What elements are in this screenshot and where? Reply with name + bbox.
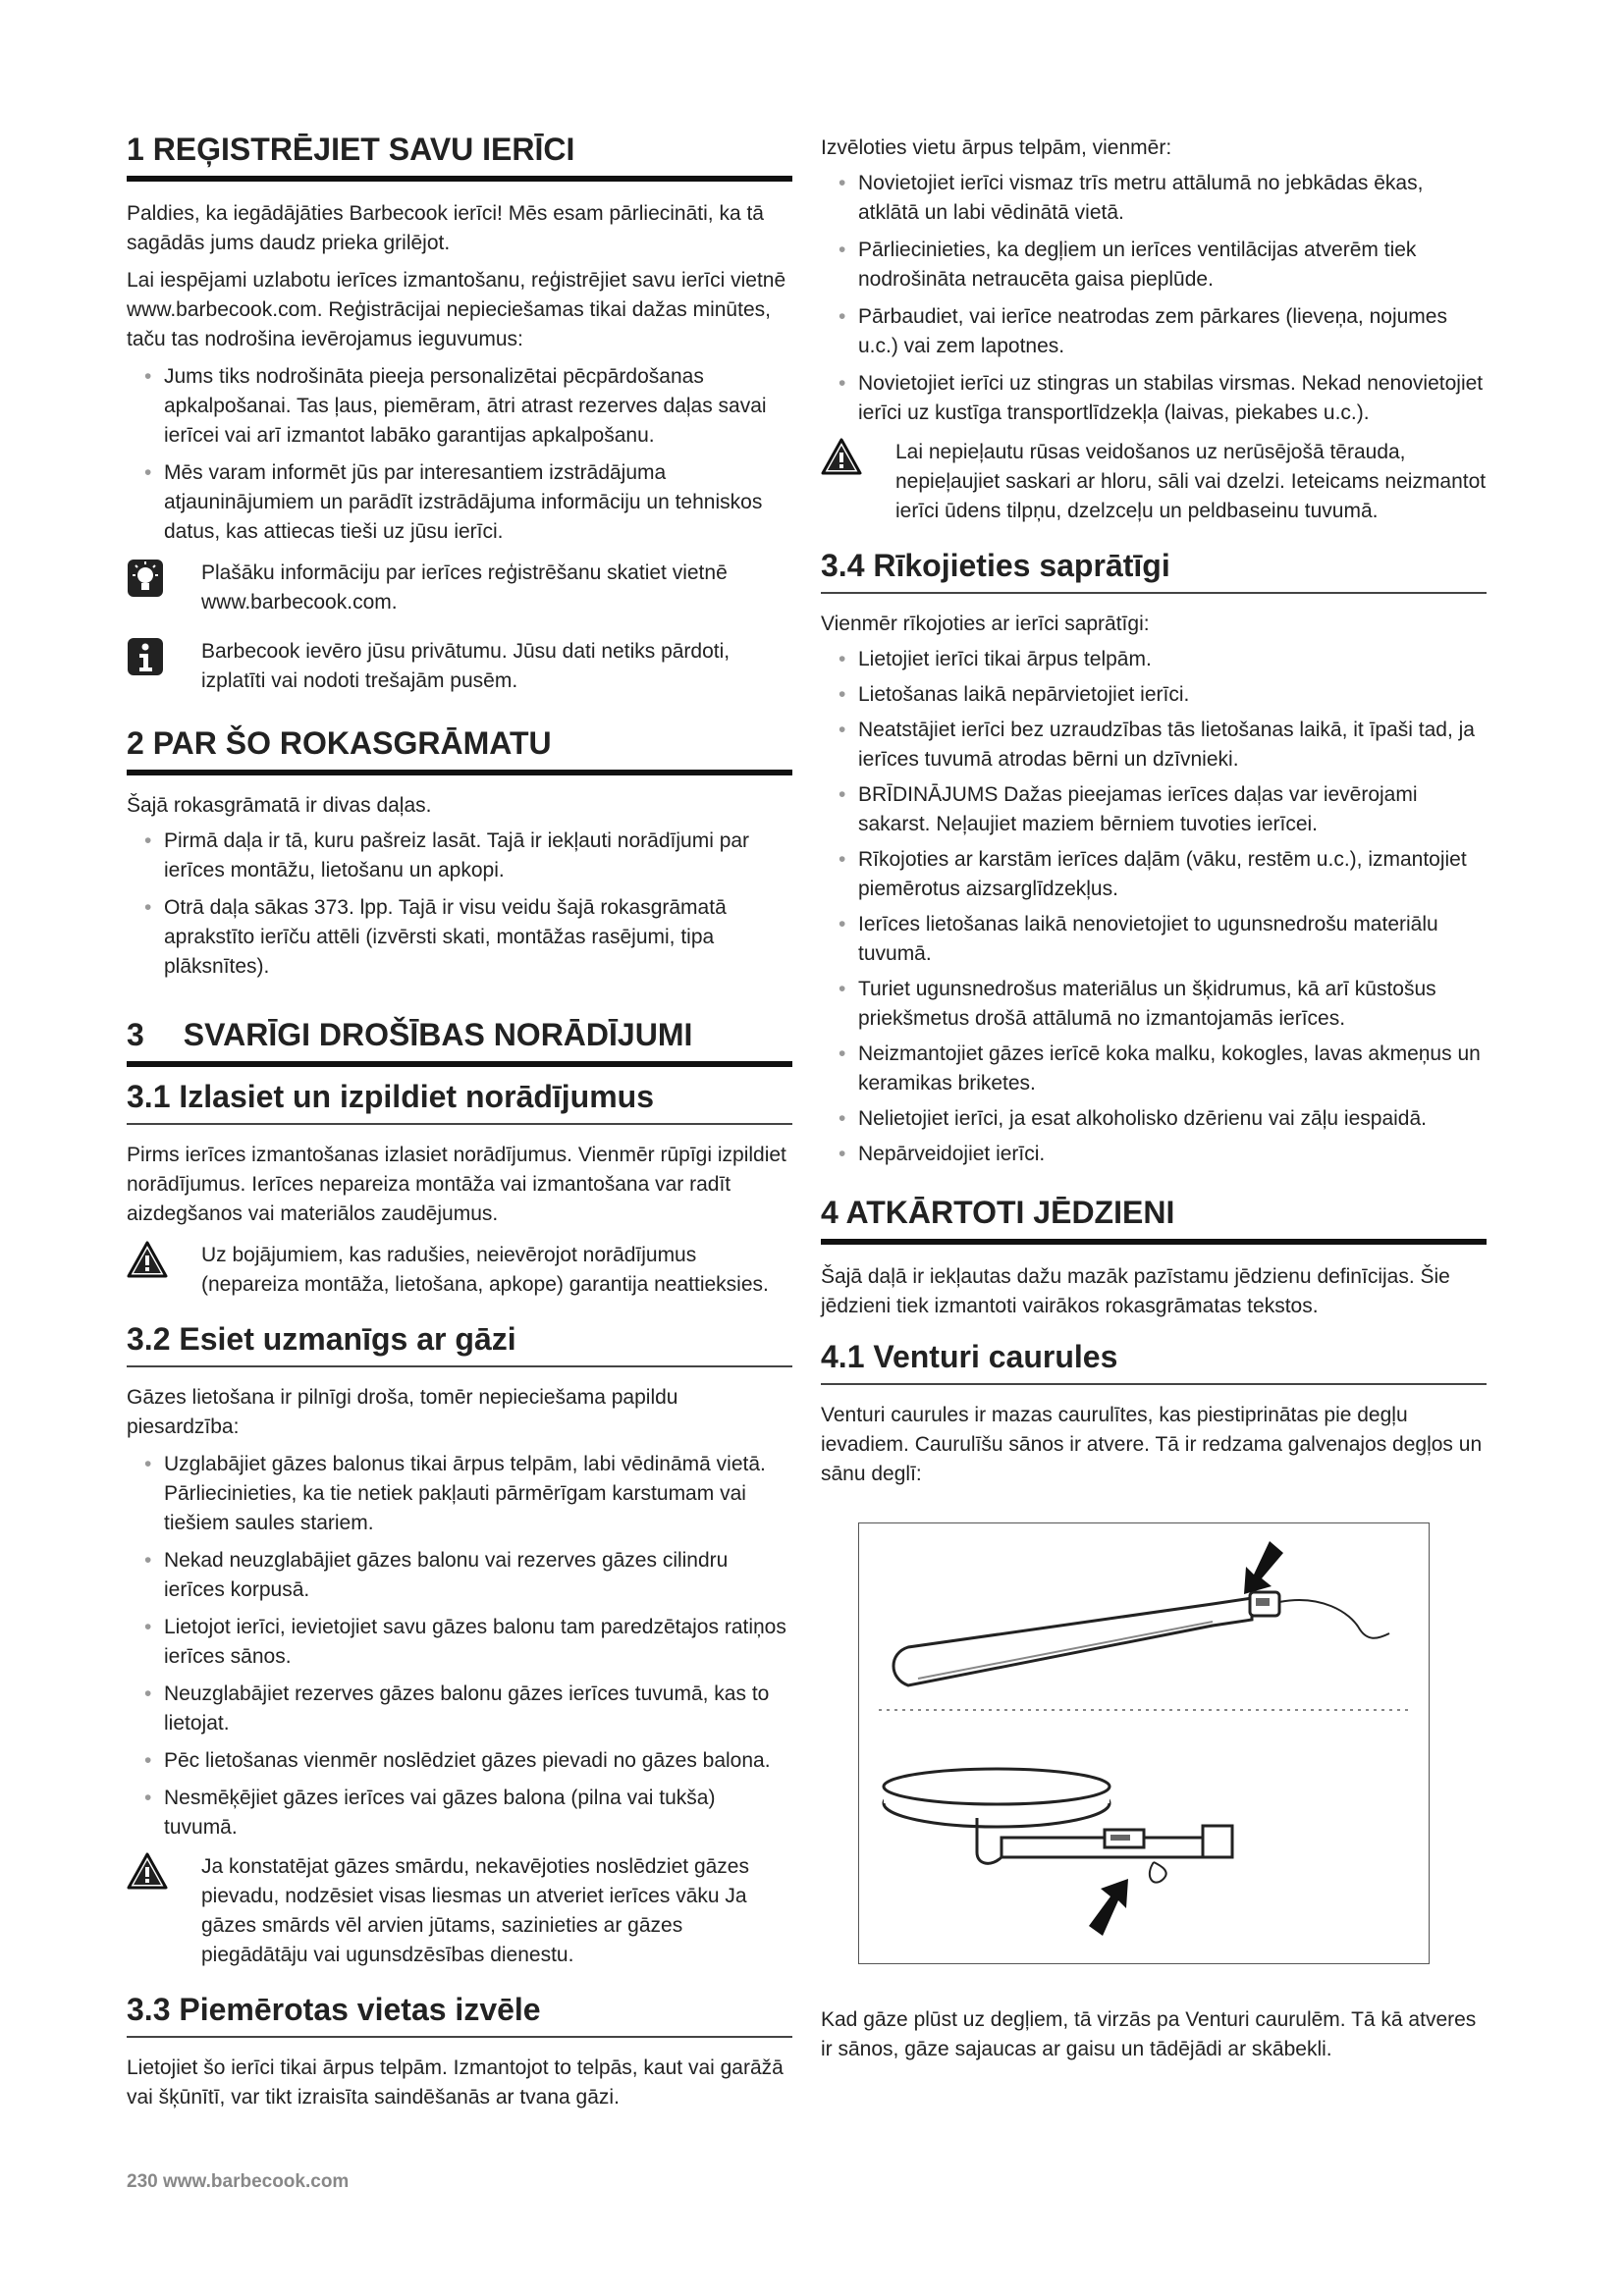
side-burner-drawing xyxy=(884,1769,1232,1883)
list-item: • Nelietojiet ierīci, ja esat alkoholisko dzērienu vai zāļu iespaidā. xyxy=(821,1104,1487,1134)
section-3-4-heading: 3.4 Rīkojieties saprātīgi xyxy=(821,548,1487,594)
paragraph: Vienmēr rīkojoties ar ierīci saprātīgi: xyxy=(821,613,1150,635)
warning-icon xyxy=(127,1241,174,1283)
warning-icon xyxy=(127,1852,174,1895)
bullet-list xyxy=(127,362,792,547)
list-item: • Nekad neuzglabājiet gāzes balonu vai rezerves gāzes cilindru ierīces korpusā. xyxy=(127,1546,792,1605)
paragraph: Lai iespējami uzlabotu ierīces izmantošanu, reģistrējiet savu ierīci vietnē www.barbecook.com. Reģistrācijai nepieciešamas tikai dažas minūtes, taču tas nodrošina ievērojamus ieguvumus: xyxy=(127,269,786,350)
list-item: • Novietojiet ierīci vismaz trīs metru attālumā no jebkādas ēkas, atklātā un labi vēdinātā vietā. xyxy=(821,169,1487,228)
list-item: • Lietojiet ierīci tikai ārpus telpām. xyxy=(821,645,1487,674)
warning-note xyxy=(127,1241,792,1300)
section-3-3-heading: 3.3 Piemērotas vietas izvēle xyxy=(127,1992,792,2038)
list-item: • Novietojiet ierīci uz stingras un stabilas virsmas. Nekad nenovietojiet ierīci uz kustīga transportlīdzekļa (laivas, piekabes u.c.). xyxy=(821,369,1487,428)
venturi-tube-figure xyxy=(858,1522,1430,1964)
list-item: • Jums tiks nodrošināta pieeja personalizētai pēcpārdošanas apkalpošanai. Tas ļaus, piemēram, ātri atrast rezerves daļas savai ierīcei vai arī izmantot labāko garantijas apkalpošanu. xyxy=(127,362,792,451)
list-item: • Pirmā daļa ir tā, kuru pašreiz lasāt. Tajā ir iekļauti norādījumi par ierīces montāžu, lietošanu un apkopi. xyxy=(127,827,792,885)
list-item: • Neizmantojiet gāzes ierīcē koka malku, kokogles, lavas akmeņus un keramikas briketes. xyxy=(821,1040,1487,1098)
paragraph: Kad gāze plūst uz degļiem, tā virzās pa Venturi caurulēm. Tā kā atveres ir sānos, gāze sajaucas ar gaisu un tādējādi ar skābekli. xyxy=(821,2008,1477,2060)
paragraph: Pirms ierīces izmantošanas izlasiet norādījumus. Vienmēr rūpīgi izpildiet norādījumus. Ierīces nepareiza montāža vai izmantošana var radīt aizdegšanos vai materiālos zaudējumus. xyxy=(127,1144,786,1225)
paragraph: Šajā daļā ir iekļautas dažu mazāk pazīstamu jēdzienu definīcijas. Šie jēdzieni tiek izmantoti vairākos rokasgrāmatas tekstos. xyxy=(821,1265,1450,1317)
list-item: • Otrā daļa sākas 373. lpp. Tajā ir visu veidu šajā rokasgrāmatā aprakstīto ierīču attēli (izvērsti skati, montāžas rasējumi, tipa plāksnītes). xyxy=(127,893,792,982)
bullet-list xyxy=(821,645,1487,1169)
tip-text: Plašāku informāciju par ierīces reģistrēšanu skatiet vietnē www.barbecook.com. xyxy=(201,561,728,614)
burner-tube-drawing xyxy=(893,1592,1389,1685)
bullet-list xyxy=(127,1450,792,1842)
tip-note xyxy=(127,559,792,617)
list-item: • Nesmēķējiet gāzes ierīces vai gāzes balona (pilna vai tukša) tuvumā. xyxy=(127,1784,792,1842)
paragraph: Izvēloties vietu ārpus telpām, vienmēr: xyxy=(821,136,1172,159)
section-4-heading: 4 ATKĀRTOTI JĒDZIENI xyxy=(821,1195,1487,1245)
list-item: • Turiet ugunsnedrošus materiālus un šķidrumus, kā arī kūstošus priekšmetus drošā attālumā no izmantojamās ierīces. xyxy=(821,975,1487,1034)
info-text: Barbecook ievēro jūsu privātumu. Jūsu dati netiks pārdoti, izplatīti vai nodoti trešajām pusēm. xyxy=(201,640,731,692)
section-title: SVARĪGI DROŠĪBAS NORĀDĪJUMI xyxy=(183,1017,693,1052)
bullet-list xyxy=(127,827,792,982)
warning-note xyxy=(127,1852,792,1970)
list-item: • Ierīces lietošanas laikā nenovietojiet to ugunsnedrošu materiālu tuvumā. xyxy=(821,910,1487,969)
list-item: • Uzglabājiet gāzes balonus tikai ārpus telpām, labi vēdināmā vietā. Pārliecinieties, ka tie netiek pakļauti pārmērīgam karstumam vai tiešiem saules stariem. xyxy=(127,1450,792,1538)
section-3-2-heading: 3.2 Esiet uzmanīgs ar gāzi xyxy=(127,1321,792,1367)
section-3-heading xyxy=(127,1017,792,1067)
arrow-icon xyxy=(1244,1541,1283,1594)
page-footer: 230 www.barbecook.com xyxy=(127,2171,350,2192)
section-number: 3 xyxy=(127,1017,144,1052)
warning-note xyxy=(821,438,1487,526)
section-1-heading: 1 REĢISTRĒJIET SAVU IERĪCI xyxy=(127,132,792,182)
info-icon xyxy=(127,637,174,681)
right-column xyxy=(821,133,1487,2064)
warning-text: Ja konstatējat gāzes smārdu, nekavējoties noslēdziet gāzes pievadu, nodzēsiet visas liesmas un atveriet ierīces vāku Ja gāzes smārds vēl arvien jūtams, sazinieties ar gāzes piegādātāju vai ugunsdzēsības dienestu. xyxy=(201,1855,749,1966)
list-item: • Lietojot ierīci, ievietojiet savu gāzes balonu tam paredzētajos ratiņos ierīces sānos. xyxy=(127,1613,792,1672)
list-item: • Pārliecinieties, ka degļiem un ierīces ventilācijas atverēm tiek nodrošināta netraucēta gaisa pieplūde. xyxy=(821,236,1487,294)
section-3-1-heading: 3.1 Izlasiet un izpildiet norādījumus xyxy=(127,1079,792,1125)
paragraph: Paldies, ka iegādājāties Barbecook ierīci! Mēs esam pārliecināti, ka tā sagādās jums daudz prieka grilējot. xyxy=(127,202,764,254)
warning-text: Uz bojājumiem, kas radušies, neievērojot norādījumus (nepareiza montāža, lietošana, apkope) garantija neattieksies. xyxy=(201,1244,769,1296)
lightbulb-icon xyxy=(127,559,174,603)
left-column xyxy=(127,132,792,2112)
paragraph: Venturi caurules ir mazas caurulītes, kas piestiprinātas pie degļu ievadiem. Caurulīšu sānos ir atvere. Tā ir redzama galvenajos degļos un sānu deglī: xyxy=(821,1404,1483,1485)
paragraph: Lietojiet šo ierīci tikai ārpus telpām. Izmantojot to telpās, kaut vai garāžā vai šķūnītī, var tikt izraisīta saindēšanās ar tvana gāzi. xyxy=(127,2056,784,2109)
list-item: • Pārbaudiet, vai ierīce neatrodas zem pārkares (lieveņa, nojumes u.c.) vai zem lapotnes. xyxy=(821,302,1487,361)
warning-icon xyxy=(821,438,868,480)
paragraph: Gāzes lietošana ir pilnīgi droša, tomēr nepieciešama papildu piesardzība: xyxy=(127,1386,678,1438)
section-2-heading: 2 PAR ŠO ROKASGRĀMATU xyxy=(127,725,792,775)
paragraph: Šajā rokasgrāmatā ir divas daļas. xyxy=(127,794,432,817)
arrow-icon xyxy=(1089,1879,1128,1936)
section-4-1-heading: 4.1 Venturi caurules xyxy=(821,1339,1487,1385)
list-item: • Mēs varam informēt jūs par interesantiem izstrādājuma atjauninājumiem un parādīt izstrādājuma informāciju un tehniskos datus, kas attiecas tieši uz jūsu ierīci. xyxy=(127,458,792,547)
info-note xyxy=(127,637,792,696)
warning-text: Lai nepieļautu rūsas veidošanos uz nerūsējošā tērauda, nepieļaujiet saskari ar hloru, sāli vai dzelzi. Ieteicams neizmantot ierīci ūdens tilpņu, dzelzceļu un peldbaseinu tuvumā. xyxy=(895,441,1487,522)
list-item: • Pēc lietošanas vienmēr noslēdziet gāzes pievadi no gāzes balona. xyxy=(127,1746,792,1776)
list-item: • Neuzglabājiet rezerves gāzes balonu gāzes ierīces tuvumā, kas to lietojat. xyxy=(127,1680,792,1738)
list-item: • BRĪDINĀJUMS Dažas pieejamas ierīces daļas var ievērojami sakarst. Neļaujiet maziem bērniem tuvoties ierīcei. xyxy=(821,780,1487,839)
list-item: • Nepārveidojiet ierīci. xyxy=(821,1140,1487,1169)
list-item: • Rīkojoties ar karstām ierīces daļām (vāku, restēm u.c.), izmantojiet piemērotus aizsarglīdzekļus. xyxy=(821,845,1487,904)
list-item: • Lietošanas laikā nepārvietojiet ierīci. xyxy=(821,680,1487,710)
bullet-list xyxy=(821,169,1487,428)
list-item: • Neatstājiet ierīci bez uzraudzības tās lietošanas laikā, it īpaši tad, ja ierīces tuvumā atrodas bērni un dzīvnieki. xyxy=(821,716,1487,774)
